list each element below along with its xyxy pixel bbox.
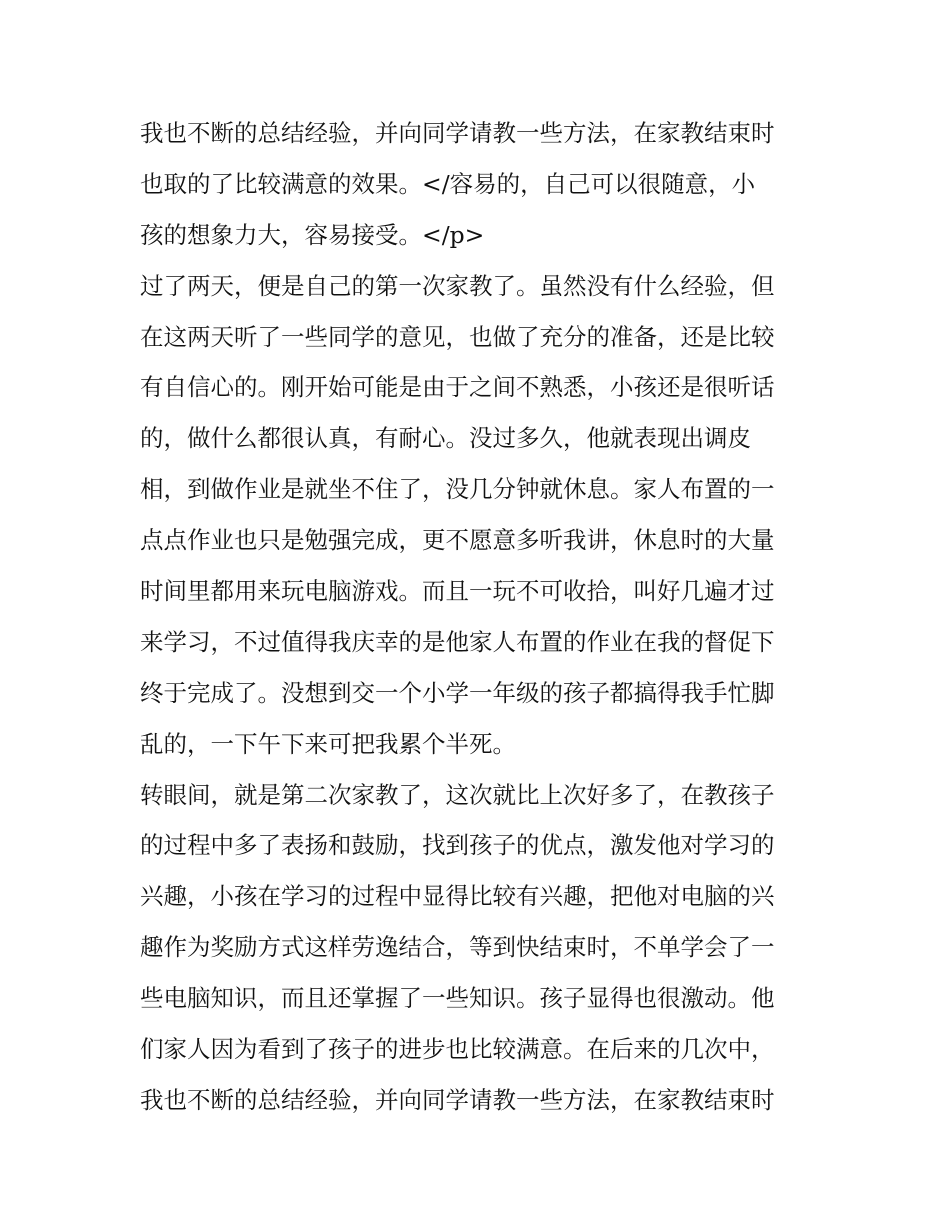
text-line: 时间里都用来玩电脑游戏。而且一玩不可收拾，叫好几遍才过	[140, 577, 775, 606]
text-line: 些电脑知识，而且还掌握了一些知识。孩子显得也很激动。他	[140, 984, 775, 1013]
text-line: 们家人因为看到了孩子的进步也比较满意。在后来的几次中，	[140, 1035, 775, 1064]
text-line: 我也不断的总结经验，并向同学请教一些方法，在家教结束时	[140, 1085, 775, 1114]
text-line: 有自信心的。刚开始可能是由于之间不熟悉，小孩还是很听话	[140, 373, 775, 402]
text-line: 趣作为奖励方式这样劳逸结合，等到快结束时，不单学会了一	[140, 933, 775, 962]
text-line: 孩的想象力大，容易接受。</p>	[140, 220, 485, 249]
text-line: 也取的了比较满意的效果。</容易的，自己可以很随意，小	[140, 169, 756, 198]
document-body	[140, 108, 812, 1126]
text-line: 乱的，一下午下来可把我累个半死。	[140, 729, 516, 758]
text-line: 过了两天，便是自己的第一次家教了。虽然没有什么经验，但	[140, 271, 775, 300]
text-line: 在这两天听了一些同学的意见，也做了充分的准备，还是比较	[140, 322, 775, 351]
text-line: 兴趣，小孩在学习的过程中显得比较有兴趣，把他对电脑的兴	[140, 882, 775, 911]
text-line: 我也不断的总结经验，并向同学请教一些方法，在家教结束时	[140, 119, 775, 147]
text-line: 的过程中多了表扬和鼓励，找到孩子的优点，激发他对学习的	[140, 831, 775, 860]
text-line: 点点作业也只是勉强完成，更不愿意多听我讲，休息时的大量	[140, 526, 775, 555]
text-line: 来学习，不过值得我庆幸的是他家人布置的作业在我的督促下	[140, 627, 775, 656]
text-line: 转眼间，就是第二次家教了，这次就比上次好多了，在教孩子	[140, 780, 775, 809]
text-line: 的，做什么都很认真，有耐心。没过多久，他就表现出调皮	[140, 424, 751, 453]
text-line: 终于完成了。没想到交一个小学一年级的孩子都搞得我手忙脚	[140, 678, 775, 707]
text-line: 相，到做作业是就坐不住了，没几分钟就休息。家人布置的一	[140, 475, 775, 504]
